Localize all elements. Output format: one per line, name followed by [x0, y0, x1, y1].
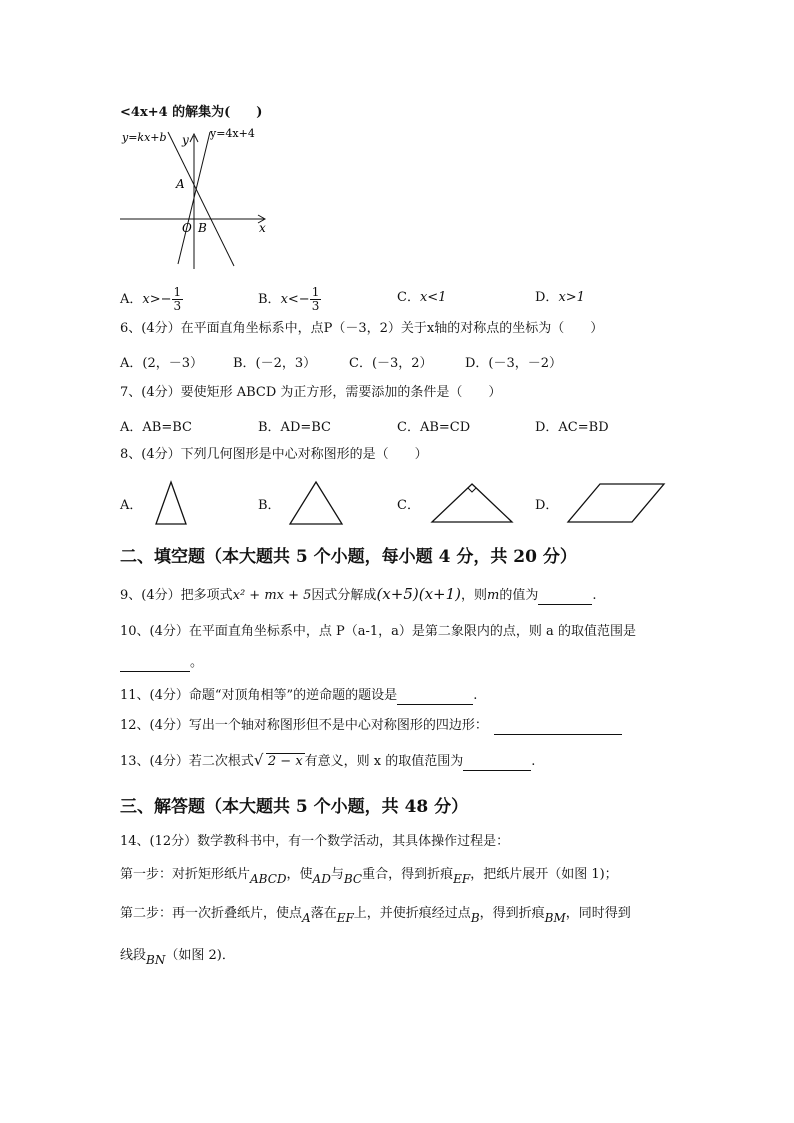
- line-kx-b: [168, 132, 234, 266]
- q5-stem: <4x+4 的解集为( ): [120, 105, 263, 120]
- q7-option-c: C．AB=CD: [397, 420, 471, 435]
- q14-step2: 第二步：再一次折叠纸片，使点A落在EF上，并使折痕经过点B，得到折痕BM，同时得到: [120, 906, 631, 925]
- q13-answer-blank[interactable]: [463, 756, 531, 771]
- q11-answer-blank[interactable]: [397, 690, 473, 705]
- q8-option-c: C．: [397, 498, 420, 513]
- q10-answer-line: 。: [120, 654, 203, 672]
- label-4x-4: y=4x+4: [210, 127, 255, 140]
- q9-polynomial: x² + mx + 5: [232, 588, 312, 603]
- section2-title: 二、填空题（本大题共 5 个小题，每小题 4 分，共 20 分）: [120, 547, 577, 567]
- q7-option-d: D．AC=BD: [535, 420, 609, 435]
- q13-stem: 13、(4分）若二次根式 √ 2 − x 有意义，则 x 的取值范围为 .: [120, 751, 536, 769]
- q14-step1: 第一步：对折矩形纸片ABCD，使AD与BC重合，得到折痕EF，把纸片展开（如图 1)；: [120, 867, 618, 886]
- x-label: x: [259, 221, 266, 235]
- point-b-label: B: [198, 221, 207, 235]
- q8-option-b: B．: [258, 498, 281, 513]
- q12-answer-blank[interactable]: [494, 720, 622, 735]
- q9-answer-blank[interactable]: [538, 590, 592, 605]
- q8-option-a: A．: [120, 498, 143, 513]
- q14-step3: 线段BN（如图 2)．: [120, 948, 235, 967]
- section3-title: 三、解答题（本大题共 5 个小题，共 48 分）: [120, 797, 469, 817]
- q9-factors: (x+5)(x+1): [376, 585, 461, 603]
- q9-stem: 9、(4分）把多项式x² + mx + 5因式分解成(x+5)(x+1)，则m的值为 .: [120, 585, 597, 603]
- q8-shape-d-parallelogram: [566, 478, 668, 526]
- q6-option-d: D．(－3，－2）: [465, 356, 563, 371]
- q5-option-a: A．x>− $\frac{1}{3}$: [120, 285, 182, 313]
- q8-shape-c-right-triangle: [428, 478, 516, 528]
- q6-stem: 6、(4分）在平面直角坐标系中，点P（－3，2）关于x轴的对称点的坐标为（ ）: [120, 321, 604, 336]
- q8-shape-a-narrow-triangle: [150, 478, 192, 528]
- q10-stem: 10、(4分）在平面直角坐标系中，点 P（a-1，a）是第二象限内的点，则 a 的取值范围是: [120, 624, 636, 639]
- q13-radical: √ 2 − x: [253, 751, 303, 769]
- q6-option-a: A．(2，－3）: [120, 356, 204, 371]
- label-kx-b: y=kx+b: [122, 131, 167, 144]
- q8-stem: 8、(4分）下列几何图形是中心对称图形的是（ ）: [120, 447, 428, 462]
- q8-shape-b-equilateral-triangle: [286, 478, 346, 528]
- q5-option-c: C．x<1: [397, 290, 447, 305]
- q14-stem: 14、(12分）数学教科书中，有一个数学活动，其具体操作过程是：: [120, 834, 510, 849]
- q12-stem: 12、(4分）写出一个轴对称图形但不是中心对称图形的四边形：: [120, 717, 622, 735]
- q7-stem: 7、(4分）要使矩形 ABCD 为正方形，需要添加的条件是（ ）: [120, 385, 502, 400]
- q7-option-b: B．AD=BC: [258, 420, 331, 435]
- origin-label: O: [182, 221, 192, 235]
- q5-option-b: B．x<− $\frac{1}{3}$: [258, 285, 320, 313]
- q6-option-c: C．(－3，2）: [349, 356, 433, 371]
- q7-option-a: A．AB=BC: [120, 420, 192, 435]
- point-a-label: A: [176, 177, 185, 191]
- sqrt-icon: √: [253, 751, 264, 769]
- q11-stem: 11、(4分）命题“对顶角相等”的逆命题的题设是 .: [120, 688, 478, 703]
- q6-option-b: B．(－2，3）: [233, 356, 317, 371]
- q5-option-d: D．x>1: [535, 290, 585, 305]
- q8-option-d: D．: [535, 498, 559, 513]
- label-y: y: [182, 133, 189, 147]
- q5-graph: [118, 124, 278, 272]
- q10-answer-blank[interactable]: [120, 657, 190, 672]
